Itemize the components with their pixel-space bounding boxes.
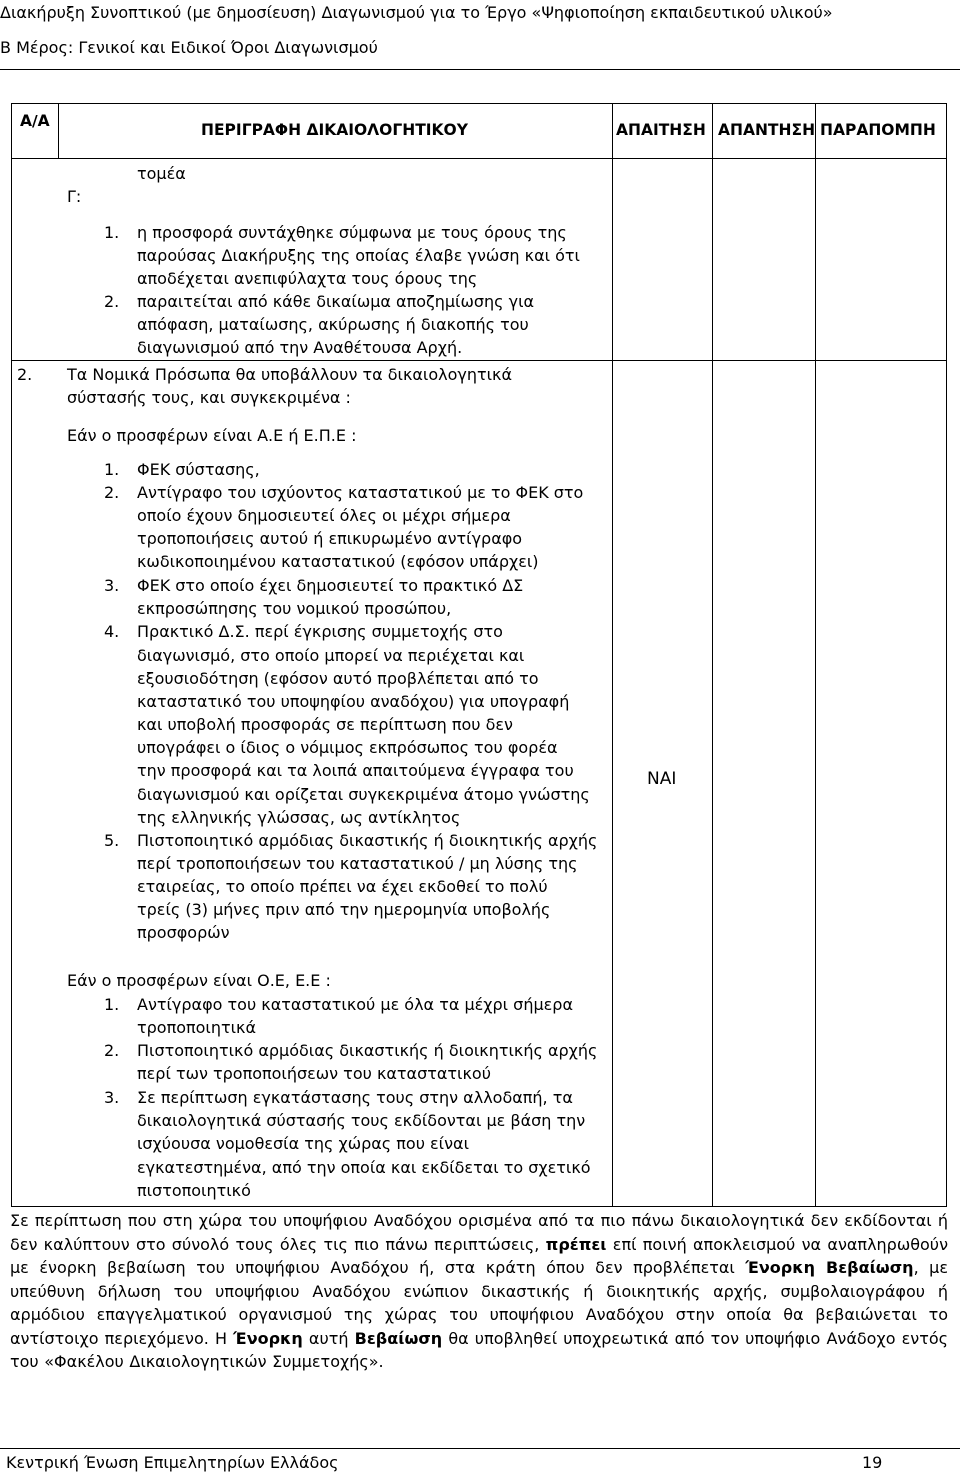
list-item-line: Πιστοποιητικό αρμόδιας δικαστικής ή διοικητικής αρχής (137, 1041, 598, 1060)
list-number: 1. (104, 223, 120, 242)
paragraph-text: , με υπεύθυνη δήλωση του υποψήφιου Αναδόχου ενώπιον δικαστικής ή διοικητικής αρχής, συμβολαιογράφου ή αρμόδιου επαγγελματικού οργανισμού της χώρας του υποψήφιου Αναδόχου στην οποία θα βεβαιώνεται το αντίστοιχο περιεχόμενο. Η (10, 1258, 948, 1348)
case-oe-heading: Εάν ο προσφέρων είναι Ο.Ε, Ε.Ε : (67, 971, 331, 990)
list-item-line: καταστατικό του υποψηφίου αναδόχου) για υπογραφή (137, 692, 570, 711)
row2-title-line: Τα Νομικά Πρόσωπα θα υποβάλλουν τα δικαιολογητικά (67, 365, 513, 384)
footer-divider (0, 1448, 960, 1449)
column-divider-description (612, 103, 613, 1207)
list-number: 3. (104, 576, 120, 595)
list-item-line: περί των τροποποιήσεων του καταστατικού (137, 1064, 491, 1083)
list-item-line: ΦΕΚ στο οποίο έχει δημοσιευτεί το πρακτικό ΔΣ (137, 576, 524, 595)
list-item-line: εκπροσώπησης του νομικού προσώπου, (137, 599, 452, 618)
list-item-line: τροποποιήσεις αυτού ή επικυρωμένο αντίγραφο (137, 529, 523, 548)
list-number: 3. (104, 1088, 120, 1107)
list-item-line: ισχύουσα νομοθεσία της χώρας που είναι (137, 1134, 469, 1153)
paragraph-bold-text: πρέπει (545, 1234, 607, 1254)
list-item-line: Πρακτικό Δ.Σ. περί έγκρισης συμμετοχής στο (137, 622, 503, 641)
paragraph-bold-text: Βεβαίωση (354, 1328, 443, 1348)
header-divider (0, 69, 960, 70)
list-item-line: περί τροποποιήσεων του καταστατικού / μη λύσης της (137, 854, 578, 873)
list-item-line: τροποποιητικά (137, 1018, 256, 1037)
list-number: 5. (104, 831, 120, 850)
list-item-line: παρούσας Διακήρυξης της οποίας έλαβε γνώση και ότι (137, 246, 580, 265)
list-item-line: διαγωνισμού από την Αναθέτουσα Αρχή. (137, 338, 463, 357)
list-item-line: οποίο έχουν δημοσιευτεί όλες οι μέχρι σήμερα (137, 506, 511, 525)
list-item-line: κωδικοποιημένου καταστατικού (εφόσον υπάρχει) (137, 552, 539, 571)
row2-aa: 2. (17, 365, 33, 384)
list-number: 2. (104, 483, 120, 502)
list-item-line: της ελληνικής γλώσσας, ως αντίκλητος (137, 808, 461, 827)
table-header-bottom-border (11, 158, 947, 159)
list-item-line: η προσφορά συντάχθηκε σύμφωνα με τους όρους της (137, 223, 567, 242)
row2-title-line: σύστασής τους, και συγκεκριμένα : (67, 388, 351, 407)
list-item-line: παραιτείται από κάθε δικαίωμα αποζημίωσης για (137, 292, 535, 311)
list-item-line: διαγωνισμό, στο οποίο μπορεί να περιέχεται και (137, 646, 525, 665)
column-header-aa: Α/Α (20, 112, 50, 130)
column-divider-aa (58, 103, 59, 159)
list-item-line: πιστοποιητικό (137, 1181, 251, 1200)
paragraph-bold-text: Ένορκη (233, 1328, 303, 1348)
list-item-line: ΦΕΚ σύστασης, (137, 460, 260, 479)
list-number: 2. (104, 292, 120, 311)
page-number: 19 (862, 1453, 883, 1472)
column-header-description: ΠΕΡΙΓΡΑΦΗ ΔΙΚΑΙΟΛΟΓΗΤΙΚΟΥ (201, 121, 468, 139)
list-item-line: διαγωνισμού και ορίζεται συγκεκριμένα άτομο γνώστης (137, 785, 590, 804)
list-item-line: δικαιολογητικά σύστασής τους εκδίδονται με βάση την (137, 1111, 586, 1130)
list-item-line: Σε περίπτωση εγκατάστασης τους στην αλλοδαπή, τα (137, 1088, 573, 1107)
table-top-border (11, 103, 947, 104)
list-item-line: Αντίγραφο του καταστατικού με όλα τα μέχρι σήμερα (137, 995, 573, 1014)
list-item-line: και υποβολή προσφοράς σε περίπτωση που δεν (137, 715, 513, 734)
paragraph-text: επί ποινή αποκλεισμού να αναπληρωθούν με ένορκη βεβαίωση του υποψήφιου Αναδόχου ή, στα κράτη όπου δεν προβλέπεται (10, 1234, 948, 1277)
requirement-value: ΝΑΙ (647, 769, 677, 789)
paragraph-text: αυτή (302, 1328, 355, 1348)
table-row-divider (11, 360, 947, 361)
list-item-line: την προσφορά και τα λοιπά απαιτούμενα έγγραφα του (137, 761, 574, 780)
list-number: 1. (104, 995, 120, 1014)
case-ae-heading: Εάν ο προσφέρων είναι Α.Ε ή Ε.Π.Ε : (67, 426, 357, 445)
paragraph-bold-text: Ένορκη Βεβαίωση (745, 1258, 914, 1277)
list-number: 1. (104, 460, 120, 479)
column-header-requirement: ΑΠΑΙΤΗΣΗ (616, 121, 706, 139)
list-item-line: υπογράφει ο ίδιος ο νόμιμος εκπρόσωπος του φορέα (137, 738, 558, 757)
document-header-title: Διακήρυξη Συνοπτικού (με δημοσίευση) Διαγωνισμού για το Έργο «Ψηφιοποίηση εκπαιδευτικού υλικού» (0, 3, 833, 22)
list-number: 4. (104, 622, 120, 641)
paragraph-text: Σε περίπτωση που στη χώρα του υποψήφιου Αναδόχου ορισμένα από τα πιο πάνω δικαιολογητικά δεν εκδίδονται ή δεν καλύπτουν στο σύνολό τους όλες τις πιο πάνω περιπτώσεις, (10, 1211, 948, 1254)
list-item-line: απόφαση, ματαίωσης, ακύρωσης ή διακοπής του (137, 315, 529, 334)
sworn-statement-paragraph (10, 1209, 948, 1374)
list-item-line: εταιρείας, το οποίο πρέπει να έχει εκδοθεί το πολύ (137, 877, 548, 896)
list-item-line: αποδέχεται ανεπιφύλαχτα τους όρους της (137, 269, 478, 288)
column-header-reference: ΠΑΡΑΠΟΜΠΗ (820, 121, 936, 139)
list-item-line: εξουσιοδότηση (εφόσον αυτό προβλέπεται από το (137, 669, 539, 688)
list-item-line: τρείς (3) μήνες πριν από την ημερομηνία υποβολής (137, 900, 551, 919)
row1-intro: τομέα (137, 164, 186, 183)
list-item-line: Αντίγραφο του ισχύοντος καταστατικού με το ΦΕΚ στο (137, 483, 584, 502)
table-left-border (11, 103, 12, 1207)
column-divider-answer (815, 103, 816, 1207)
footer-organization: Κεντρική Ένωση Επιμελητηρίων Ελλάδος (6, 1453, 339, 1472)
list-item-line: Πιστοποιητικό αρμόδιας δικαστικής ή διοικητικής αρχής (137, 831, 598, 850)
paragraph-text: θα υποβληθεί υποχρεωτικά από τον υποψήφιο Ανάδοχο εντός του «Φακέλου Δικαιολογητικών Συμμετοχής». (10, 1328, 949, 1371)
list-number: 2. (104, 1041, 120, 1060)
list-item-line: εγκατεστημένα, από την οποία και εκδίδεται το σχετικό (137, 1158, 591, 1177)
column-header-answer: ΑΠΑΝΤΗΣΗ (718, 121, 816, 139)
row1-sublabel: Γ: (67, 187, 82, 206)
column-divider-requirement (712, 103, 713, 1207)
list-item-line: προσφορών (137, 923, 230, 942)
table-bottom-border (11, 1206, 947, 1207)
table-right-border (946, 103, 947, 1207)
document-header-subtitle: Β Μέρος: Γενικοί και Ειδικοί Όροι Διαγωνισμού (0, 38, 378, 57)
